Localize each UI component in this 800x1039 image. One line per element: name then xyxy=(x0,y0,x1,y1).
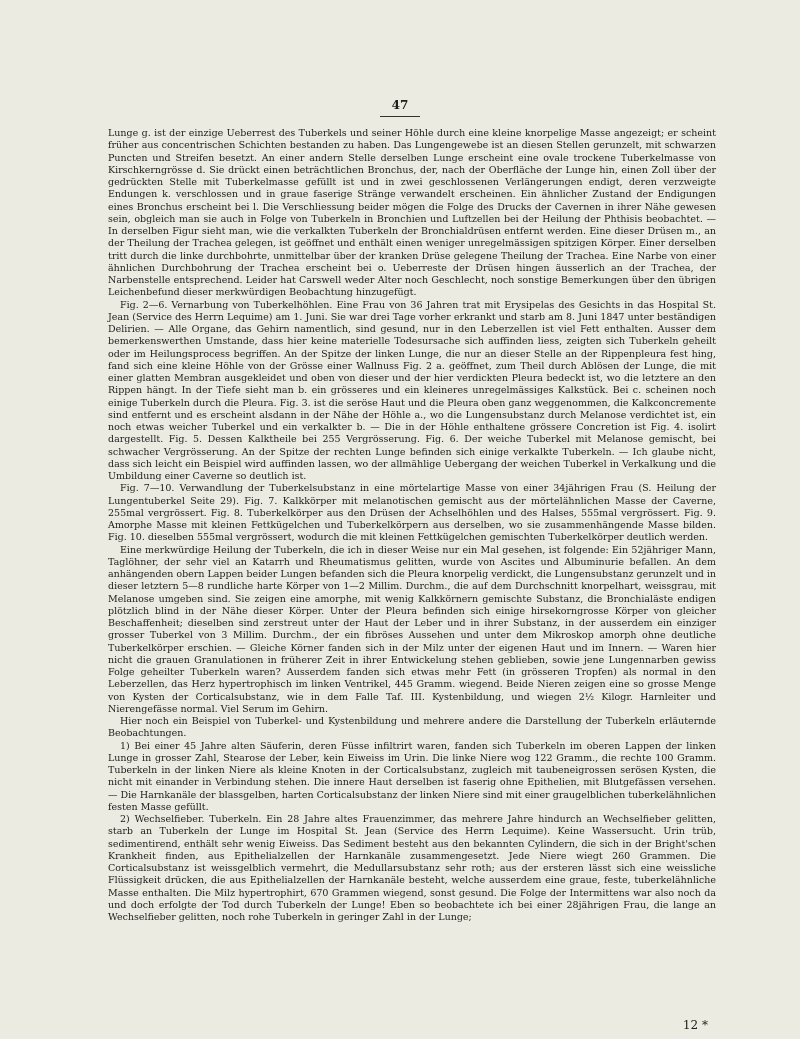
page-number-underline xyxy=(380,116,420,117)
paragraph-7: 2) Wechselfieber. Tuberkeln. Ein 28 Jahre altes Frauenzimmer, das mehrere Jahre hindurch an Wechselfieber gelitten, starb an Tuberkeln der Lunge im Hospital St. Jean (Service des Herrn Lequime). Keine Wassersucht. Urin trüb, sedimentirend, enthält sehr wenig Eiweiss. Das Sediment besteht aus den bekannten Cylindern, die sich in der Bright'schen Krankheit finden, aus Epithelialzellen der Harnkanäle zusammengesetzt. Jede Niere wiegt 260 Grammen. Die Corticalsubstanz ist weissgelblich vermehrt, die Medullarsubstanz sehr roth; aus der ersteren lässt sich eine weissliche Flüssigkeit drücken, die aus Epithelialzellen der Harnkanäle besteht, welche ausserdem eine graue, feste, tuberkelähnliche Masse enthalten. Die Milz hypertrophirt, 670 Grammen wiegend, sonst gesund. Die Folge der Intermittens war also noch da und doch erfolgte der Tod durch Tuberkeln der Lunge! Eben so beobachtete ich bei einer 28jährigen Frau, die lange an Wechselfieber gelitten, noch rohe Tuberkeln in geringer Zahl in der Lunge; xyxy=(108,814,716,923)
paragraph-6: 1) Bei einer 45 Jahre alten Säuferin, deren Füsse infiltrirt waren, fanden sich Tuberkeln im oberen Lappen der linken Lunge in grosser Zahl, Stearose der Leber, kein Eiweiss im Urin. Die linke Niere wog 122 Gramm., die rechte 100 Gramm. Tuberkeln in der linken Niere als kleine Knoten in der Corticalsubstanz, zugleich mit taubeneigrossen serösen Kysten, die nicht mit einander in Verbindung stehen. Die innere Haut derselben ist faserig ohne Epithelien, mit Blutgefässen versehen. — Die Harnkanäle der blassgelben, harten Corticalsubstanz der linken Niere sind mit einer graugelblichen tuberkelähnlichen festen Masse gefüllt. xyxy=(108,740,716,813)
paragraph-1: Lunge g. ist der einzige Ueberrest des Tuberkels und seiner Höhle durch eine kleine knorpelige Masse angezeigt; er scheint früher aus concentrischen Schichten bestanden zu haben. Das Lungengewebe ist an diesen Stellen gerunzelt, mit schwarzen Puncten und Streifen besetzt. An einer andern Stelle derselben Lunge erscheint eine ovale trockene Tuberkelmasse von Kirschkerngrösse d. Sie drückt einen beträchtlichen Bronchus, der, nach der Oberfläche der Lunge hin, einen Zoll über der gedrückten Stelle mit Tuberkelmasse gefüllt ist und in zwei geschlossenen Verlängerungen endigt, deren verzweigte Endungen k. verschlossen und in graue faserige Stränge verwandelt erscheinen. Ein ähnlicher Zustand der Endigungen eines Bronchus erscheint bei l. Die Verschliessung beider mögen die Folge des Drucks der Cavernen in ihrer Nähe gewesen sein, obgleich man sie auch in Folge von Tuberkeln in Bronchien und Luftzellen bei der Heilung der Phthisis beobachtet. — In derselben Figur sieht man, wie die verkalkten Tuberkeln der Bronchialdrüsen entfernt werden. Eine dieser Drüsen m., an der Theilung der Trachea gelegen, ist geöffnet und enthält einen weniger unregelmässigen spitzigen Körper. Einer derselben tritt durch die linke durchbohrte, unmittelbar über der kranken Drüse gelegene Theilung der Trachea. Eine Narbe von einer ähnlichen Durchbohrung der Trachea erscheint bei o. Ueberreste der Drüsen hingen äusserlich an der Trachea, der Narbenstelle entsprechend. Leider hat Carswell weder Alter noch Geschlecht, noch sonstige Bemerkungen über den übrigen Leichenbefund dieser merkwürdigen Beobachtung hinzugefügt. xyxy=(108,128,716,299)
body-text xyxy=(108,128,716,924)
paragraph-5: Hier noch ein Beispiel von Tuberkel- und Kystenbildung und mehrere andere die Darstellung der Tuberkeln erläuternde Beobachtungen. xyxy=(108,716,716,740)
paragraph-3: Fig. 7—10. Verwandlung der Tuberkelsubstanz in eine mörtelartige Masse von einer 34jährigen Frau (S. Heilung der Lungentuberkel Seite 29). Fig. 7. Kalkkörper mit melanotischen gemischt aus der mörtelähnlichen Masse der Caverne, 255mal vergrössert. Fig. 8. Tuberkelkörper aus den Drüsen der Achselhöhlen und des Halses, 555mal vergrössert. Fig. 9. Amorphe Masse mit kleinen Fettkügelchen und Tuberkelkörpern aus derselben, wo sie zusammenhängende Masse bilden. Fig. 10. dieselben 555mal vergrössert, wodurch die mit kleinen Fettkügelchen gemischten Tuberkelkörper deutlich werden. xyxy=(108,483,716,544)
signature-mark: 12 * xyxy=(682,1018,708,1032)
paragraph-2: Fig. 2—6. Vernarbung von Tuberkelhöhlen. Eine Frau von 36 Jahren trat mit Erysipelas des Gesichts in das Hospital St. Jean (Service des Herrn Lequime) am 1. Juni. Sie war drei Tage vorher erkrankt und starb am 8. Juni 1847 unter beständigen Delirien. — Alle Organe, das Gehirn namentlich, sind gesund, nur in den Leberzellen ist viel Fett enthalten. Ausser dem bemerkenswerthen Umstande, dass hier keine materielle Todesursache sich auffinden liess, zeigten sich Tuberkeln geheilt oder im Heilungsprocess begriffen. An der Spitze der linken Lunge, die nur an dieser Stelle an der Rippenpleura fest hing, fand sich eine kleine Höhle von der Grösse einer Wallnuss Fig. 2 a. geöffnet, zum Theil durch Ablösen der Lunge, die mit einer glatten Membran ausgekleidet und oben von dieser und der hier verdickten Pleura bedeckt ist, wo die letztere an den Rippen hängt. In der Tiefe sieht man b. ein grösseres und ein kleineres unregelmässiges Kalkstück. Bei c. scheinen noch einige Tuberkeln durch die Pleura. Fig. 3. ist die seröse Haut und die Pleura oben ganz weggenommen, die Kalkconcremente sind entfernt und es erscheint alsdann in der Nähe der Höhle a., wo die Lungensubstanz durch Melanose verdichtet ist, ein noch etwas weicher Tuberkel und ein verkalkter b. — Die in der Höhle enthaltene grössere Concretion ist Fig. 4. isolirt dargestellt. Fig. 5. Dessen Kalktheile bei 255 Vergrösserung. Fig. 6. Der weiche Tuberkel mit Melanose gemischt, bei schwacher Vergrösserung. An der Spitze der rechten Lunge befinden sich einige verkalkte Tuberkeln. — Ich glaube nicht, dass sich leicht ein Beispiel wird auffinden lassen, wo der allmählige Uebergang der weichen Tuberkel in Verkalkung und die Umbildung einer Caverne so deutlich ist. xyxy=(108,299,716,482)
page-number: 47 xyxy=(391,98,409,112)
paragraph-4: Eine merkwürdige Heilung der Tuberkeln, die ich in dieser Weise nur ein Mal gesehen, ist folgende: Ein 52jähriger Mann, Taglöhner, der sehr viel an Katarrh und Rheumatismus gelitten, wurde von Ascites und Albuminurie befallen. An dem anhängenden obern Lappen beider Lungen befanden sich die Pleura knorpelig verdickt, die Lungensubstanz gerunzelt und in dieser letztern 5—8 rundliche harte Körper von 1—2 Millim. Durchm., die auf dem Durchschnitt knorpelhart, weissgrau, mit Melanose umgeben sind. Sie zeigen eine amorphe, mit wenig Kalkkörnern gemischte Substanz, die Bronchialäste endigen plötzlich blind in der Nähe dieser Körper. Unter der Pleura befinden sich einige hirsekorngrosse Körper von gleicher Beschaffenheit; dieselben sind zerstreut unter der Haut der Leber und in ihrer Substanz, in der ausserdem ein einziger grosser Tuberkel von 3 Millim. Durchm., der ein fibröses Aussehen und unter dem Mikroskop amorph ohne deutliche Tuberkelkörper erschien. — Gleiche Körner fanden sich in der Milz unter der eigenen Haut und im Innern. — Waren hier nicht die grauen Granulationen in früherer Zeit in ihrer Entwickelung stehen geblieben, sowie jene Lungennarben gewiss Folge geheilter Tuberkeln waren? Ausserdem fanden sich etwas mehr Fett (in grösseren Tropfen) als normal in den Leberzellen, das Herz hypertrophisch im linken Ventrikel, 445 Gramm. wiegend. Beide Nieren zeigen eine so grosse Menge von Kysten der Corticalsubstanz, wie in dem Falle Taf. III. Kystenbildung, und wiegen 2½ Kilogr. Harnleiter und Nierengefässe normal. Viel Serum im Gehirn. xyxy=(108,544,716,715)
